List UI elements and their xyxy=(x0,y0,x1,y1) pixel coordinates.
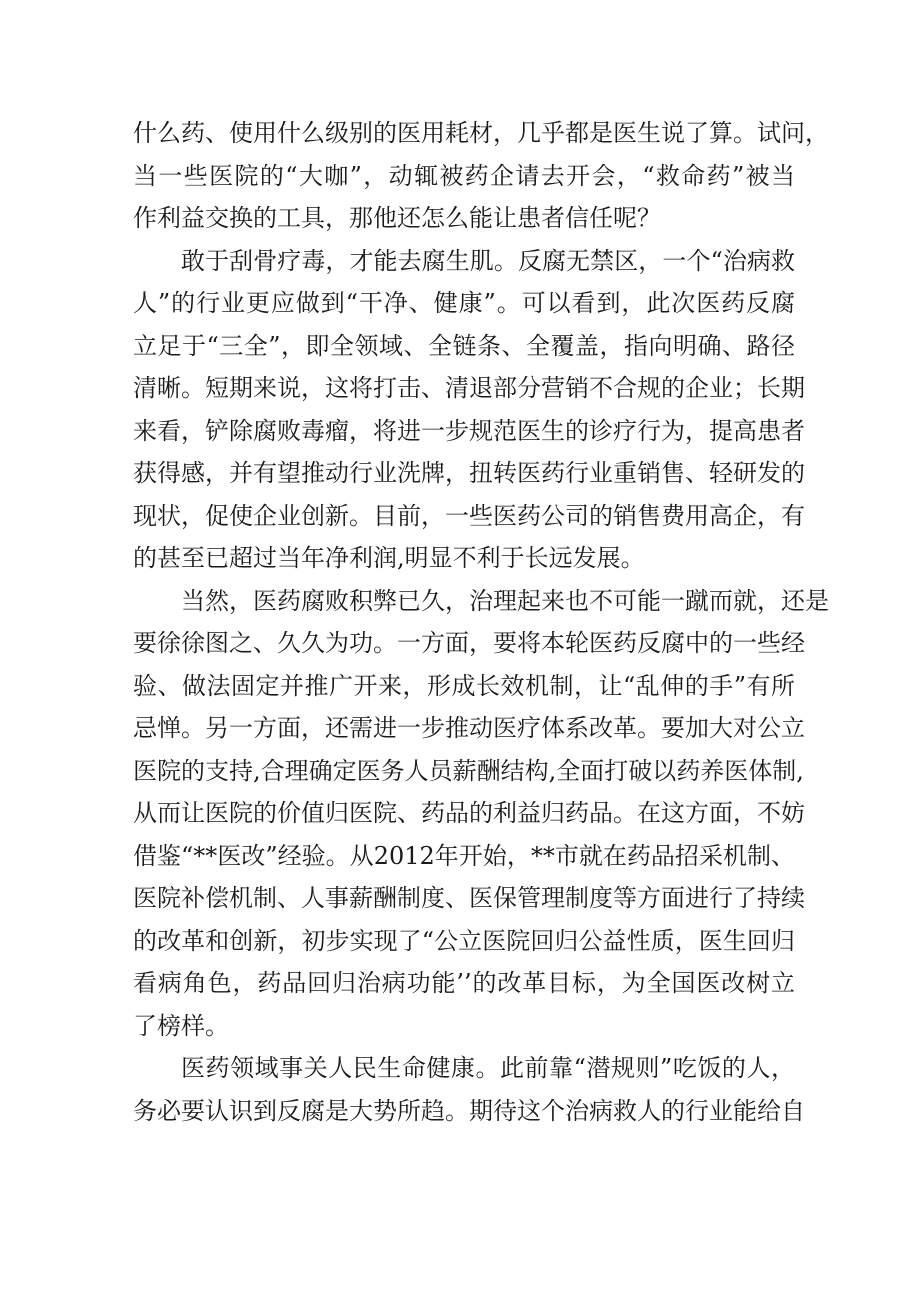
text-line: 忌惮。另一方面，还需进一步推动医疗体系改革。要加大对公立 xyxy=(133,714,805,742)
text-line: 的改革和创新，初步实现了“公立医院回归公益性质，医生回归 xyxy=(133,926,795,955)
text-line: 医院补偿机制、人事薪酬制度、医保管理制度等方面进行了持续 xyxy=(133,884,805,912)
text-line: 医药领域事关人民生命健康。此前靠“潜规则”吃饭的人， xyxy=(181,1054,795,1082)
text-line: 当然，医药腐败积弊已久，治理起来也不可能一蹴而就，还是 xyxy=(181,586,829,615)
text-line: 敢于刮骨疗毒，才能去腐生肌。反腐无禁区，一个“治病救 xyxy=(181,246,795,275)
document-body xyxy=(133,112,829,1132)
text-line: 现状，促使企业创新。目前，一些医药公司的销售费用高企，有 xyxy=(133,501,805,530)
text-line: 的甚至已超过当年净利润,明显不利于长远发展。 xyxy=(133,544,645,572)
text-line: 从而让医院的价值归医院、药品的利益归药品。在这方面，不妨 xyxy=(133,799,805,827)
text-line: 什么药、使用什么级别的医用耗材，几乎都是医生说了算。试问， xyxy=(133,119,829,147)
text-line: 看病角色，药品回归治病功能’’的改革目标，为全国医改树立 xyxy=(133,969,795,997)
text-line: 人”的行业更应做到“干净、健康”。可以看到，此次医药反腐 xyxy=(133,289,795,317)
text-line: 医院的支持,合理确定医务人员薪酬结构,全面打破以药养医体制, xyxy=(133,756,804,785)
text-line: 获得感，并有望推动行业洗牌，扭转医药行业重销售、轻研发的 xyxy=(133,459,805,487)
text-line: 了榜样。 xyxy=(133,1011,229,1040)
text-line: 当一些医院的“大咖”，动辄被药企请去开会，“救命药”被当 xyxy=(133,161,795,190)
text-line: 来看，铲除腐败毒瘤，将进一步规范医生的诊疗行为，提高患者 xyxy=(133,416,805,445)
text-line: 借鉴“**医改”经验。从2012年开始，**市就在药品招采机制、 xyxy=(133,841,795,870)
text-line: 要徐徐图之、久久为功。一方面，要将本轮医药反腐中的一些经 xyxy=(133,629,805,657)
paragraph xyxy=(133,580,829,1048)
text-line: 验、做法固定并推广开来，形成长效机制，让“乱伸的手”有所 xyxy=(133,671,795,700)
paragraph xyxy=(133,1047,805,1132)
text-line: 清晰。短期来说，这将打击、清退部分营销不合规的企业；长期 xyxy=(133,374,805,402)
text-line: 务必要认识到反腐是大势所趋。期待这个治病救人的行业能给自 xyxy=(133,1096,805,1125)
text-line: 作利益交换的工具，那他还怎么能让患者信任呢？ xyxy=(133,204,661,232)
paragraph xyxy=(133,240,805,580)
paragraph xyxy=(133,112,829,240)
text-line: 立足于“三全”，即全领域、全链条、全覆盖，指向明确、路径 xyxy=(133,331,795,360)
